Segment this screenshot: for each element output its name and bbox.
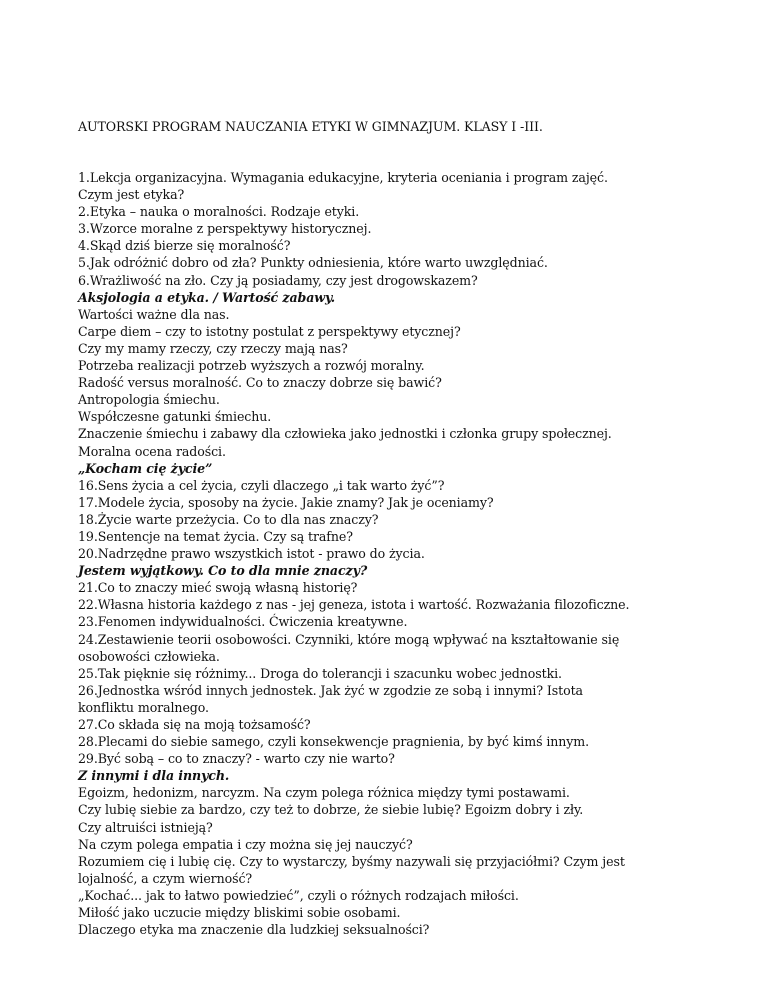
- list-item: 2.Etyka – nauka o moralności. Rodzaje etyki.: [78, 204, 360, 220]
- list-item: Wartości ważne dla nas.: [78, 306, 230, 322]
- list-item: 28.Plecami do siebie samego, czyli konsekwencje pragnienia, by być kimś innym.: [78, 734, 590, 750]
- section-heading: Aksjologia a etyka. / Wartość zabawy.: [78, 289, 336, 305]
- list-item: Czy my mamy rzeczy, czy rzeczy mają nas?: [78, 340, 348, 356]
- list-item: Potrzeba realizacji potrzeb wyższych a rozwój moralny.: [78, 358, 425, 374]
- list-item: Miłość jako uczucie między bliskimi sobie osobami.: [78, 905, 401, 921]
- list-item: 23.Fenomen indywidualności. Ćwiczenia kreatywne.: [78, 614, 408, 630]
- list-item: 18.Życie warte przeżycia. Co to dla nas znaczy?: [78, 511, 379, 527]
- list-item: 19.Sentencje na temat życia. Czy są trafne?: [78, 528, 353, 544]
- list-item: 17.Modele życia, sposoby na życie. Jakie znamy? Jak je oceniamy?: [78, 494, 494, 510]
- list-item: 29.Być sobą – co to znaczy? - warto czy nie warto?: [78, 751, 395, 767]
- list-item: 24.Zestawienie teorii osobowości. Czynniki, które mogą wpływać na kształtowanie się: [78, 631, 620, 647]
- list-item: 16.Sens życia a cel życia, czyli dlaczego „i tak warto żyć”?: [78, 477, 445, 493]
- list-item: Rozumiem cię i lubię cię. Czy to wystarczy, byśmy nazywali się przyjaciółmi? Czym jest: [78, 853, 625, 869]
- list-item: 20.Nadrzędne prawo wszystkich istot - prawo do życia.: [78, 546, 425, 562]
- list-item: 5.Jak odróżnić dobro od zła? Punkty odniesienia, które warto uwzględniać.: [78, 255, 548, 271]
- list-item: lojalność, a czym wierność?: [78, 870, 253, 886]
- list-item: Współczesne gatunki śmiechu.: [78, 409, 272, 425]
- document-title: AUTORSKI PROGRAM NAUCZANIA ETYKI W GIMNAZJUM. KLASY I -III.: [78, 119, 543, 134]
- list-item: 27.Co składa się na moją tożsamość?: [78, 717, 311, 732]
- list-item: „Kochać... jak to łatwo powiedzieć”, czyli o różnych rodzajach miłości.: [78, 887, 519, 903]
- list-item: 3.Wzorce moralne z perspektywy historycznej.: [78, 221, 372, 237]
- list-item: 1.Lekcja organizacyjna. Wymagania edukacyjne, kryteria oceniania i program zajęć.: [78, 170, 608, 185]
- document-body: [78, 118, 728, 938]
- list-item: 21.Co to znaczy mieć swoją własną historię?: [78, 580, 358, 596]
- list-item: Czy lubię siebie za bardzo, czy też to dobrze, że siebie lubię? Egoizm dobry i zły.: [78, 802, 584, 818]
- list-item: Antropologia śmiechu.: [78, 392, 220, 408]
- list-item: 25.Tak pięknie się różnimy... Droga do tolerancji i szacunku wobec jednostki.: [78, 665, 562, 681]
- list-item: Czym jest etyka?: [78, 187, 185, 203]
- list-item: Na czym polega empatia i czy można się jej nauczyć?: [78, 836, 413, 852]
- list-item: Egoizm, hedonizm, narcyzm. Na czym polega różnica między tymi postawami.: [78, 785, 570, 801]
- list-item: 4.Skąd dziś bierze się moralność?: [78, 238, 291, 254]
- list-item: Carpe diem – czy to istotny postulat z perspektywy etycznej?: [78, 323, 461, 339]
- list-item: Moralna ocena radości.: [78, 443, 226, 459]
- list-item: Dlaczego etyka ma znaczenie dla ludzkiej seksualności?: [78, 922, 430, 938]
- lesson-list: [78, 169, 728, 938]
- section-heading: „Kocham cię życie”: [78, 460, 213, 476]
- list-item: Znaczenie śmiechu i zabawy dla człowieka jako jednostki i członka grupy społecznej.: [78, 426, 612, 442]
- list-item: 26.Jednostka wśród innych jednostek. Jak żyć w zgodzie ze sobą i innymi? Istota: [78, 682, 583, 698]
- list-item: Czy altruiści istnieją?: [78, 819, 213, 835]
- list-item: konfliktu moralnego.: [78, 699, 209, 715]
- list-item: Radość versus moralność. Co to znaczy dobrze się bawić?: [78, 375, 442, 391]
- section-heading: Z innymi i dla innych.: [78, 768, 230, 784]
- list-item: 22.Własna historia każdego z nas - jej geneza, istota i wartość. Rozważania filozoficzne.: [78, 597, 630, 613]
- list-item: osobowości człowieka.: [78, 648, 220, 664]
- section-heading: Jestem wyjątkowy. Co to dla mnie znaczy?: [78, 563, 368, 579]
- list-item: 6.Wrażliwość na zło. Czy ją posiadamy, czy jest drogowskazem?: [78, 272, 478, 288]
